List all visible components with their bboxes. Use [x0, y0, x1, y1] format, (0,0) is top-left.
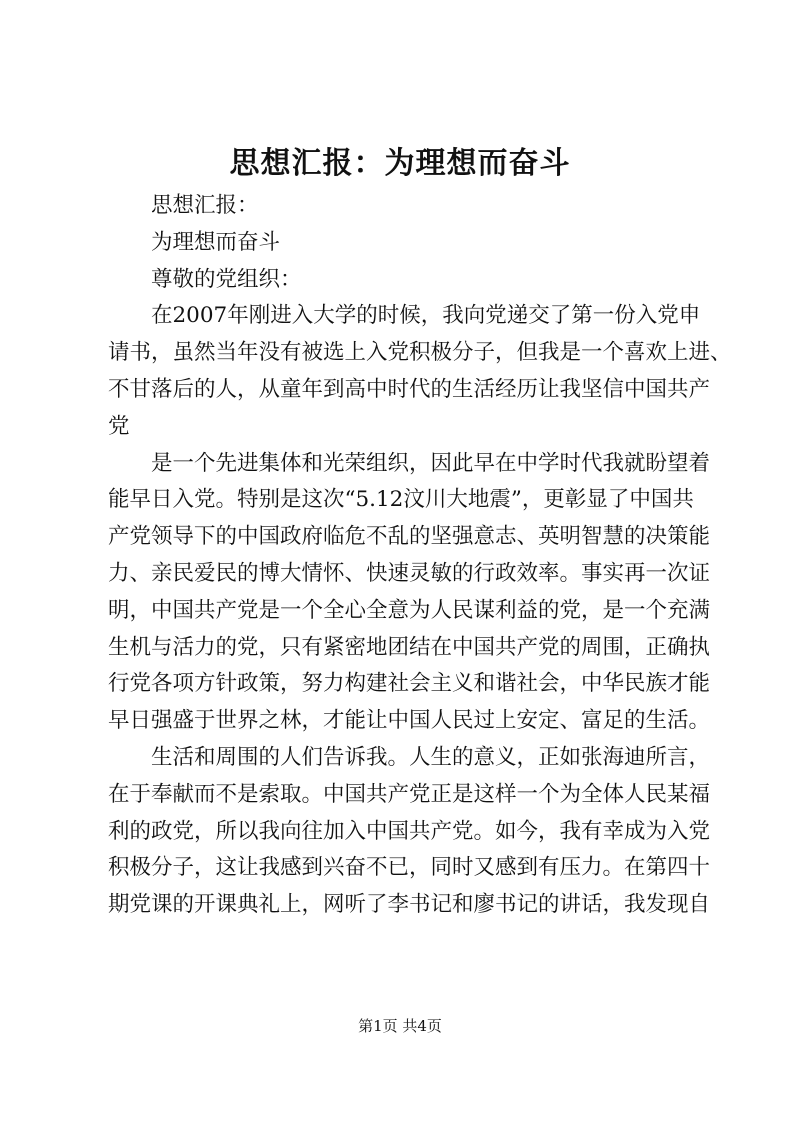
- paragraph-line: 生活和周围的人们告诉我。人生的意义，正如张海迪所言，: [151, 744, 711, 770]
- paragraph-line: 在2007年刚进入大学的时候，我向党递交了第一份入党申: [151, 303, 701, 329]
- document-body: [108, 188, 732, 924]
- paragraph-line: 产党领导下的中国政府临危不乱的坚强意志、英明智慧的决策能: [108, 524, 711, 550]
- greeting-line: 尊敬的党组织：: [151, 266, 302, 292]
- paragraph-line: 力、亲民爱民的博大情怀、快速灵敏的行政效率。事实再一次证: [108, 560, 711, 586]
- subtitle-line: 为理想而奋斗: [151, 229, 281, 255]
- paragraph-line: 明，中国共产党是一个全心全意为人民谋利益的党，是一个充满: [108, 597, 711, 623]
- paragraph-line: 党: [108, 413, 130, 439]
- document-title: 思想汇报：为理想而奋斗: [229, 146, 571, 181]
- paragraph-line: 积极分子，这让我感到兴奋不已，同时又感到有压力。在第四十: [108, 855, 711, 881]
- paragraph-line: 行党各项方针政策，努力构建社会主义和谐社会，中华民族才能: [108, 671, 711, 697]
- page-number-footer: 第1页 共4页: [358, 1017, 442, 1035]
- salutation-line: 思想汇报：: [151, 193, 259, 218]
- paragraph-line: 生机与活力的党，只有紧密地团结在中国共产党的周围，正确执: [108, 634, 711, 660]
- paragraph-line: 请书，虽然当年没有被选上入党积极分子，但我是一个喜欢上进、: [108, 340, 732, 366]
- paragraph-line: 早日强盛于世界之林，才能让中国人民过上安定、富足的生活。: [108, 708, 711, 734]
- paragraph-line: 期党课的开课典礼上，网听了李书记和廖书记的讲话，我发现自: [108, 892, 711, 918]
- paragraph-line: 是一个先进集体和光荣组织，因此早在中学时代我就盼望着: [151, 450, 711, 476]
- paragraph-line: 在于奉献而不是索取。中国共产党正是这样一个为全体人民某福: [108, 781, 711, 807]
- paragraph-line: 利的政党，所以我向往加入中国共产党。如今，我有幸成为入党: [108, 818, 711, 844]
- paragraph-line: 不甘落后的人，从童年到高中时代的生活经历让我坚信中国共产: [108, 376, 711, 402]
- paragraph-line: 能早日入党。特别是这次“5.12汶川大地震”，更彰显了中国共: [108, 487, 694, 513]
